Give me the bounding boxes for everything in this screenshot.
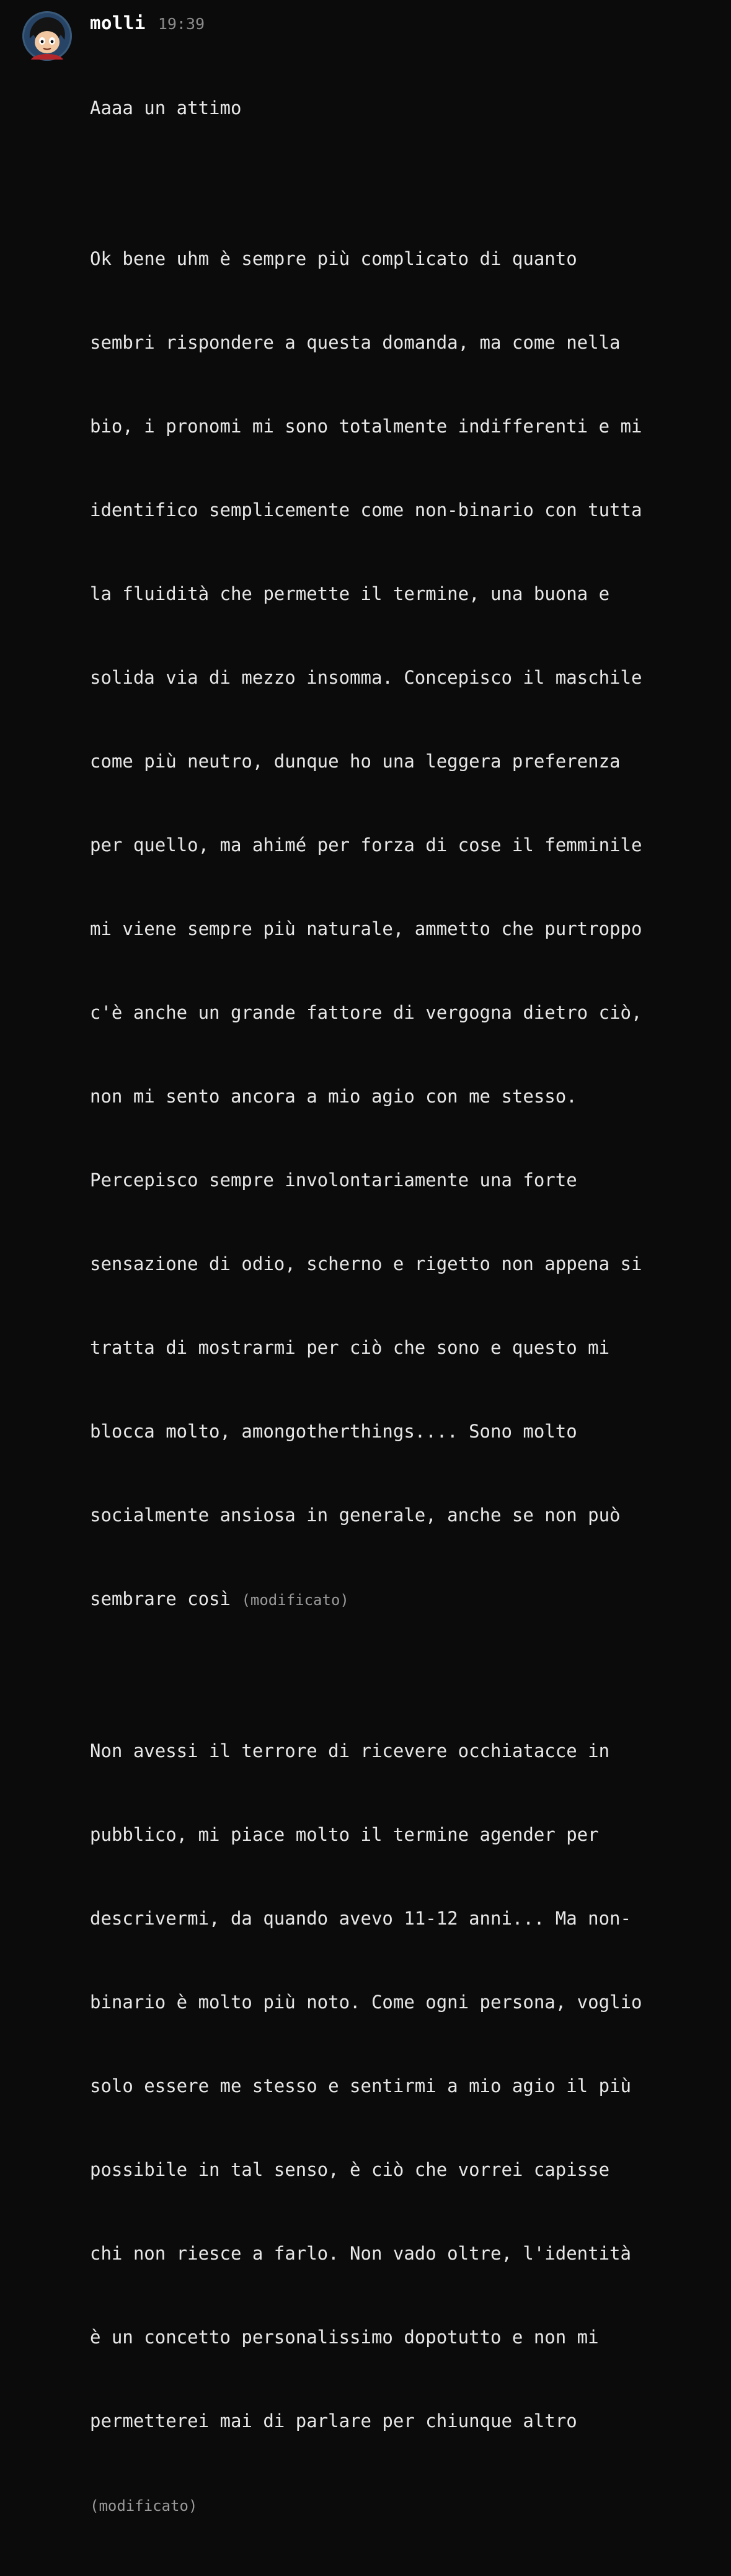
message-line: chi non riesce a farlo. Non vado oltre, l'identità bbox=[90, 2243, 631, 2264]
message-line: Ok bene uhm è sempre più complicato di quanto bbox=[90, 248, 577, 269]
message-line: c'è anche un grande fattore di vergogna dietro ciò, bbox=[90, 1002, 642, 1023]
message-line: pubblico, mi piace molto il termine agender per bbox=[90, 1824, 599, 1845]
message-line: socialmente ansiosa in generale, anche se non può bbox=[90, 1505, 621, 1526]
message-line: blocca molto, amongotherthings.... Sono molto bbox=[90, 1421, 577, 1442]
message-text bbox=[90, 38, 710, 178]
message-line: bio, i pronomi mi sono totalmente indifferenti e mi bbox=[90, 416, 642, 437]
message-line: mi viene sempre più naturale, ammetto che purtroppo bbox=[90, 918, 642, 939]
message-line: è un concetto personalissimo dopotutto e non mi bbox=[90, 2327, 599, 2348]
avatar[interactable] bbox=[22, 11, 72, 61]
timestamp: 19:39 bbox=[157, 15, 205, 33]
message-line: descrivermi, da quando avevo 11-12 anni... Ma non- bbox=[90, 1908, 631, 1929]
message-line-text: sembrare così bbox=[90, 1588, 231, 1609]
message-text bbox=[90, 1681, 710, 2576]
message-line: Percepisco sempre involontariamente una forte bbox=[90, 1169, 577, 1191]
message-text bbox=[90, 189, 710, 1670]
edited-label: (modificato) bbox=[90, 2497, 198, 2515]
message-line: come più neutro, dunque ho una leggera preferenza bbox=[90, 751, 621, 772]
message-line: tratta di mostrarmi per ciò che sono e questo mi bbox=[90, 1337, 610, 1358]
message-line: solo essere me stesso e sentirmi a mio agio il più bbox=[90, 2075, 631, 2096]
message-line: possibile in tal senso, è ciò che vorrei capisse bbox=[90, 2159, 610, 2180]
anime-character-avatar-icon bbox=[22, 11, 72, 61]
message-line: sensazione di odio, scherno e rigetto non appena si bbox=[90, 1253, 642, 1274]
message-line: sembri rispondere a questa domanda, ma come nella bbox=[90, 332, 621, 353]
message-line: permetterei mai di parlare per chiunque altro bbox=[90, 2410, 577, 2431]
message-list bbox=[90, 38, 710, 2576]
message-header bbox=[90, 12, 205, 37]
message-line: Aaaa un attimo bbox=[90, 97, 242, 119]
message-line: per quello, ma ahimé per forza di cose il femminile bbox=[90, 834, 642, 856]
message-line: la fluidità che permette il termine, una buona e bbox=[90, 583, 610, 604]
message-line: binario è molto più noto. Come ogni persona, voglio bbox=[90, 1992, 642, 2013]
username[interactable]: molli bbox=[90, 12, 146, 34]
message-line: identifico semplicemente come non-binario con tutta bbox=[90, 499, 642, 521]
message-line: Non avessi il terrore di ricevere occhiatacce in bbox=[90, 1740, 610, 1761]
message-line: solida via di mezzo insomma. Concepisco il maschile bbox=[90, 667, 642, 688]
message-line-last bbox=[90, 1585, 710, 1614]
message-line bbox=[90, 2491, 710, 2520]
message-line: non mi sento ancora a mio agio con me stesso. bbox=[90, 1086, 577, 1107]
edited-label: (modificato) bbox=[241, 1591, 349, 1609]
